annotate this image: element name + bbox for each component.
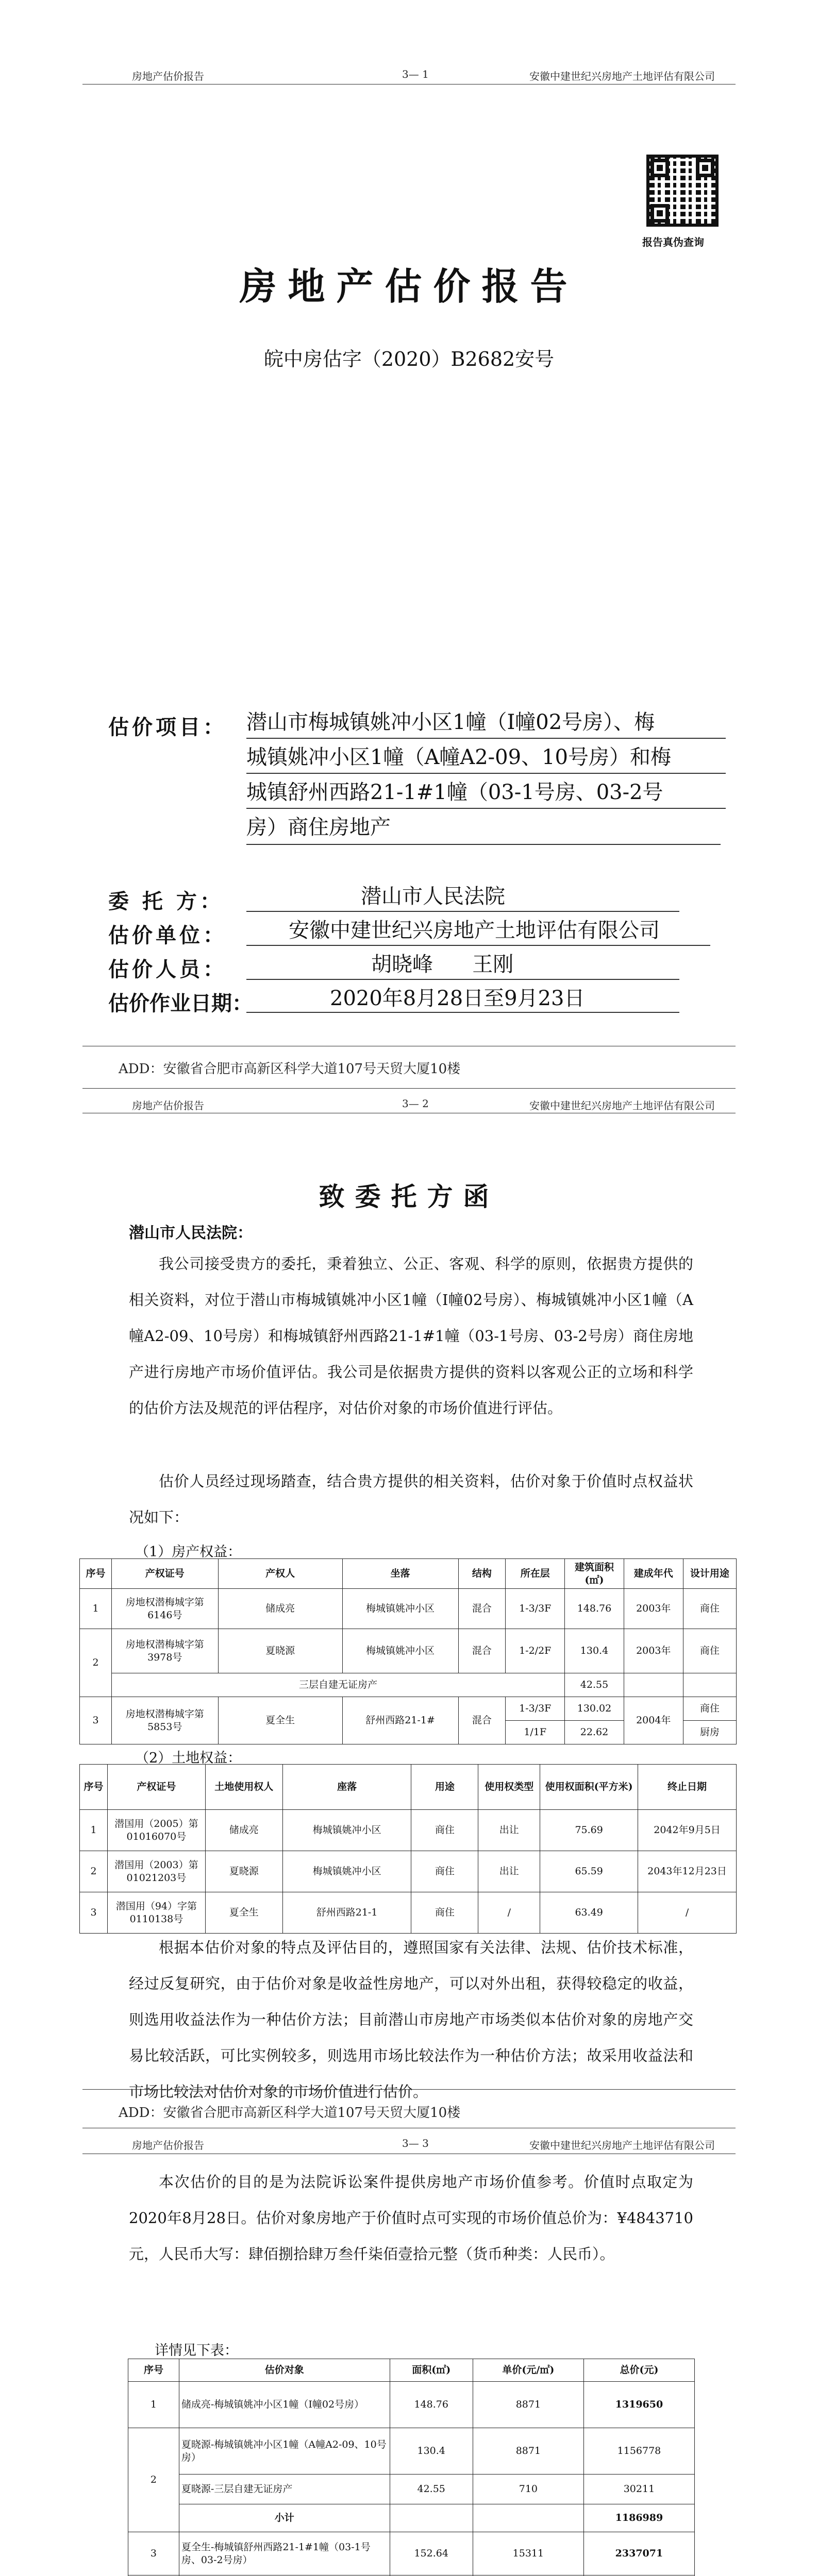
project-line-1: 潜山市梅城镇姚冲小区1幢（Ⅰ幢02号房）、梅	[246, 710, 655, 734]
cell: 商住	[683, 1629, 736, 1673]
header-doc-title: 房地产估价报告	[132, 2139, 204, 2151]
header-page-number: 3— 1	[402, 68, 429, 80]
cell: 3	[128, 2532, 179, 2575]
valuation-table	[128, 2359, 695, 2576]
cell: 8871	[473, 2428, 583, 2475]
th-year: 建成年代	[624, 1559, 683, 1589]
th-area: 面积(㎡)	[390, 2359, 473, 2382]
divider	[82, 1088, 736, 1089]
underline	[246, 979, 679, 980]
cell: 2	[80, 1629, 112, 1697]
cell: 3	[80, 1892, 108, 1934]
table-header-row	[80, 1765, 737, 1810]
page-footer-address: ADD：安徽省合肥市高新区科学大道107号天贸大厦10楼	[119, 2105, 461, 2121]
cell: 潜国用（94）字第0110138号	[107, 1892, 205, 1934]
cell: 42.55	[390, 2475, 473, 2504]
report-number: 皖中房估字（2020）B2682安号	[263, 348, 555, 370]
cell: 混合	[458, 1589, 506, 1629]
table-header-row	[128, 2359, 695, 2382]
header-company: 安徽中建世纪兴房地产土地评估有限公司	[529, 2139, 715, 2151]
cell: 夏全生	[218, 1697, 342, 1744]
land-table-label: （2）土地权益：	[135, 1750, 242, 1766]
table-row	[80, 1851, 737, 1892]
cell: 148.76	[390, 2382, 473, 2428]
th-object: 估价对象	[179, 2359, 390, 2382]
table-row	[128, 2532, 695, 2575]
th-no: 序号	[80, 1765, 108, 1810]
cell: 148.76	[565, 1589, 624, 1629]
th-area: 使用权面积(平方米)	[540, 1765, 638, 1810]
cell: 储成亮	[205, 1810, 282, 1851]
underline	[246, 808, 726, 809]
cell: 夏全生-梅城镇舒州西路21-1#1幢（03-1号房、03-2号房）	[179, 2532, 390, 2575]
cell: 1	[80, 1810, 108, 1851]
cell: 152.64	[390, 2532, 473, 2575]
cell: 42.55	[565, 1673, 624, 1697]
letter-paragraph-1: 我公司接受贵方的委托，秉着独立、公正、客观、科学的原则，依据贵方提供的相关资料，对位于潜山市梅城镇姚冲小区1幢（Ⅰ幢02号房）、梅城镇姚冲小区1幢（A幢A2-09、10号房）和梅城镇舒州西路21-1#1幢（03-1号房、03-2号房）商住房地产进行房地产市场价值评估。我公司是依据贵方提供的资料以客观公正的立场和科学的估价方法及规范的评估程序，对估价对象的市场价值进行评估。	[129, 1255, 693, 1417]
cell: /	[638, 1892, 737, 1934]
cell: 梅城镇姚冲小区	[342, 1589, 458, 1629]
page-footer-address: ADD：安徽省合肥市高新区科学大道107号天贸大厦10楼	[119, 1061, 461, 1077]
th-use: 用途	[411, 1765, 478, 1810]
underline	[246, 1012, 679, 1013]
table-row	[80, 1673, 737, 1697]
th-area: 建筑面积(㎡)	[565, 1559, 624, 1589]
cell: 1156778	[583, 2428, 694, 2475]
table-row	[80, 1697, 737, 1721]
land-rights-table	[79, 1764, 737, 1934]
table-row	[80, 1589, 737, 1629]
info-value-client: 潜山市人民法院	[361, 885, 505, 908]
info-label-date: 估价作业日期：	[108, 991, 253, 1015]
th-unit-price: 单价(元/㎡)	[473, 2359, 583, 2382]
cell: 2	[80, 1851, 108, 1892]
cell: 2003年	[624, 1629, 683, 1673]
th-end-date: 终止日期	[638, 1765, 737, 1810]
table-row	[80, 1810, 737, 1851]
cell: 1319650	[583, 2382, 694, 2428]
cell: 2004年	[624, 1697, 683, 1744]
cell: 商住	[683, 1589, 736, 1629]
cell: 潜国用（2003）第01021203号	[107, 1851, 205, 1892]
footer-divider	[82, 2089, 736, 2090]
cell: 出让	[478, 1810, 540, 1851]
cell: 2003年	[624, 1589, 683, 1629]
table-row	[128, 2428, 695, 2475]
cell: 1-3/3F	[506, 1589, 565, 1629]
cell: 潜国用（2005）第01016070号	[107, 1810, 205, 1851]
th-owner: 产权人	[218, 1559, 342, 1589]
cell: 小计	[179, 2504, 390, 2532]
project-line-2: 城镇姚冲小区1幢（A幢A2-09、10号房）和梅	[246, 745, 671, 769]
th-structure: 结构	[458, 1559, 506, 1589]
header-page-number: 3— 3	[402, 2137, 429, 2149]
info-value-appraiser: 安徽中建世纪兴房地产土地评估有限公司	[289, 919, 660, 942]
th-cert: 产权证号	[107, 1765, 205, 1810]
letter-paragraph-3-part-1: 根据本估价对象的特点及评估目的，遵照国家有关法律、法规、估价技术标准，经过反复研究，由于估价对象是收益性房地产，可以对外出租，获得较稳定的收益，则选用收益法作为一种估价方法；目前潜山市房地产市场类似本估价对象的房地产交易比较活跃，可比实例较多，则选用市场比较法作为一种估价方法；故采用收益法和市场比较法对估价对象的市场价值进行估价。	[129, 1939, 693, 2100]
header-page-number: 3— 2	[402, 1097, 429, 1110]
header-doc-title: 房地产估价报告	[132, 1099, 204, 1112]
table-row	[128, 2475, 695, 2504]
cell: 房地权潜梅城字第3978号	[111, 1629, 218, 1673]
cell: 房地权潜梅城字第5853号	[111, 1697, 218, 1744]
th-location: 坐落	[342, 1559, 458, 1589]
info-label-appraiser: 估价单位：	[108, 923, 227, 947]
th-total: 总价(元)	[583, 2359, 694, 2382]
cell: 夏晓源	[218, 1629, 342, 1673]
cell: 梅城镇姚冲小区	[282, 1851, 411, 1892]
cell: 130.4	[390, 2428, 473, 2475]
cell: 1	[80, 1589, 112, 1629]
cell: 储成亮	[218, 1589, 342, 1629]
header-company: 安徽中建世纪兴房地产土地评估有限公司	[529, 1099, 715, 1112]
cell: 舒州西路21-1#	[342, 1697, 458, 1744]
cell: 75.69	[540, 1810, 638, 1851]
table-row	[80, 1629, 737, 1673]
report-title: 房地产估价报告	[239, 264, 579, 308]
table-row	[128, 2504, 695, 2532]
cell: 三层自建无证房产	[111, 1673, 564, 1697]
cell: 混合	[458, 1629, 506, 1673]
cell: 130.02	[565, 1697, 624, 1721]
cell: /	[478, 1892, 540, 1934]
house-rights-table	[79, 1558, 737, 1744]
cover-page	[0, 0, 818, 1030]
cell: 储成亮-梅城镇姚冲小区1幢（Ⅰ幢02号房）	[179, 2382, 390, 2428]
letter-paragraph-2: 估价人员经过现场踏查，结合贵方提供的相关资料，估价对象于价值时点权益状况如下：	[129, 1472, 693, 1526]
house-table-label: （1）房产权益：	[135, 1544, 242, 1560]
table-row	[80, 1892, 737, 1934]
th-use: 设计用途	[683, 1559, 736, 1589]
info-value-staff: 胡晓峰 王刚	[371, 953, 514, 976]
underline	[246, 911, 679, 912]
info-label-staff: 估价人员：	[108, 957, 227, 981]
cell: 2042年9月5日	[638, 1810, 737, 1851]
th-location: 座落	[282, 1765, 411, 1810]
cell: 2	[128, 2428, 179, 2532]
letter-paragraph-4: 本次估价的目的是为法院诉讼案件提供房地产市场价值参考。价值时点取定为2020年8月28日。估价对象房地产于价值时点可实现的市场价值总价为：¥4843710元，人民币大写：肆佰捌拾肆万叁仟柒佰壹拾元整（货币种类：人民币）。	[129, 2173, 693, 2263]
cell: 梅城镇姚冲小区	[282, 1810, 411, 1851]
th-floor: 所在层	[506, 1559, 565, 1589]
detail-label: 详情见下表：	[155, 2343, 238, 2359]
cell: 30211	[583, 2475, 694, 2504]
cell: 夏晓源-梅城镇姚冲小区1幢（A幢A2-09、10号房）	[179, 2428, 390, 2475]
th-right-type: 使用权类型	[478, 1765, 540, 1810]
info-label-client: 委 托 方：	[108, 889, 224, 913]
th-holder: 土地使用权人	[205, 1765, 282, 1810]
th-no: 序号	[80, 1559, 112, 1589]
cell: 710	[473, 2475, 583, 2504]
cell: 房地权潜梅城字第6146号	[111, 1589, 218, 1629]
cell: 1186989	[583, 2504, 694, 2532]
info-label-project: 估价项目：	[108, 715, 227, 739]
cell: 商住	[411, 1892, 478, 1934]
qr-code[interactable]	[646, 155, 719, 227]
cell: 商住	[683, 1697, 736, 1721]
cell: 混合	[458, 1697, 506, 1744]
cell: 2337071	[583, 2532, 694, 2575]
info-value-date: 2020年8月28日至9月23日	[330, 987, 585, 1010]
cell: 63.49	[540, 1892, 638, 1934]
qr-caption: 报告真伪查询	[642, 236, 704, 248]
cell: 1/1F	[506, 1721, 565, 1744]
cell: 夏晓源	[205, 1851, 282, 1892]
cell: 厨房	[683, 1721, 736, 1744]
header-company: 安徽中建世纪兴房地产土地评估有限公司	[529, 70, 715, 82]
underline	[246, 844, 721, 845]
th-cert: 产权证号	[111, 1559, 218, 1589]
th-no: 序号	[128, 2359, 179, 2382]
cell: 130.4	[565, 1629, 624, 1673]
cell: 15311	[473, 2532, 583, 2575]
cell: 出让	[478, 1851, 540, 1892]
cell: 夏全生	[205, 1892, 282, 1934]
cell: 商住	[411, 1810, 478, 1851]
project-line-4: 房）商住房地产	[246, 816, 391, 839]
project-line-3: 城镇舒州西路21-1#1幢（03-1号房、03-2号	[246, 781, 663, 804]
underline	[246, 945, 710, 946]
cell: 夏晓源-三层自建无证房产	[179, 2475, 390, 2504]
cell: 1	[128, 2382, 179, 2428]
cell: 1-3/3F	[506, 1697, 565, 1721]
cell: 梅城镇姚冲小区	[342, 1629, 458, 1673]
cell: 2043年12月23日	[638, 1851, 737, 1892]
table-row	[128, 2382, 695, 2428]
cell: 舒州西路21-1	[282, 1892, 411, 1934]
info-value-project	[246, 705, 671, 845]
underline	[246, 738, 726, 739]
cell: 8871	[473, 2382, 583, 2428]
table-header-row	[80, 1559, 737, 1589]
cell: 商住	[411, 1851, 478, 1892]
underline	[246, 773, 726, 774]
cell: 22.62	[565, 1721, 624, 1744]
letter-title: 致委托方函	[319, 1181, 499, 1212]
header-doc-title: 房地产估价报告	[132, 70, 204, 82]
cell: 65.59	[540, 1851, 638, 1892]
cell: 3	[80, 1697, 112, 1744]
cell: 1-2/2F	[506, 1629, 565, 1673]
letter-addressee: 潜山市人民法院：	[129, 1224, 253, 1242]
